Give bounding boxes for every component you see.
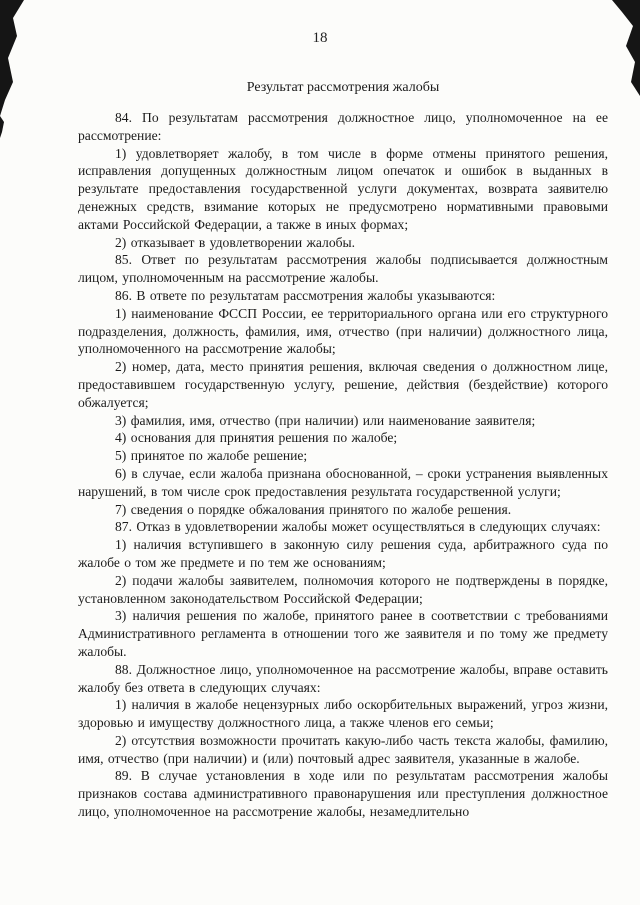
- paragraph: 3) фамилия, имя, отчество (при наличии) или наименование заявителя;: [115, 412, 536, 428]
- paragraph: 86. В ответе по результатам рассмотрения жалобы указываются:: [115, 287, 496, 303]
- paragraph: 7) сведения о порядке обжалования принятого по жалобе решения.: [115, 501, 512, 517]
- scan-edge-left-lower-icon: [0, 116, 4, 138]
- paragraph: 1) наличия вступившего в законную силу решения суда, арбитражного суда по жалобе о том же предмете и по тем же основаниям;: [78, 537, 608, 570]
- paragraph: 87. Отказ в удовлетворении жалобы может осуществляться в следующих случаях:: [115, 519, 601, 535]
- paragraph: 1) наименование ФССП России, ее территориального органа или его структурного подразделения, должность, фамилия, имя, отчество (при наличии) должностного лица, уполномоченного на рассмотрение жалобы;: [78, 305, 608, 357]
- paragraph: 1) наличия в жалобе нецензурных либо оскорбительных выражений, угроз жизни, здоровью и имуществу должностного лица, а также членов его семьи;: [78, 697, 608, 731]
- paragraph: 2) отсутствия возможности прочитать какую-либо часть текста жалобы, фамилию, имя, отчество (при наличии) и (или) почтовый адрес заявителя, указанные в жалобе.: [78, 732, 608, 766]
- paragraph: 6) в случае, если жалоба признана обоснованной, – сроки устранения выявленных нарушений, в том числе срок предоставления результата государственной услуги;: [78, 465, 608, 499]
- paragraph: 89. В случае установления в ходе или по результатам рассмотрения жалобы признаков состава административного правонарушения или преступления должностное лицо, уполномоченное на рассмотрение жалобы, незамедлительно: [78, 768, 608, 820]
- paragraph: 88. Должностное лицо, уполномоченное на рассмотрение жалобы, вправе оставить жалобу без ответа в следующих случаях:: [78, 661, 608, 695]
- page-number: 18: [312, 30, 328, 46]
- scan-edge-right-icon: [612, 0, 640, 96]
- document-body: [78, 80, 608, 821]
- section-heading: Результат рассмотрения жалобы: [246, 80, 440, 95]
- paragraph: 1) удовлетворяет жалобу, в том числе в форме отмены принятого решения, исправления допущенных должностным лицом опечаток и ошибок в выданных в результате предоставления государственной услуги документах, возврата заявителю денежных средств, взимание которых не предусмотрено нормативными правовыми актами Российской Федерации, а также в иных формах;: [78, 145, 608, 232]
- paragraph: 85. Ответ по результатам рассмотрения жалобы подписывается должностным лицом, уполномоченным на рассмотрение жалобы.: [78, 252, 608, 286]
- paragraph: 84. По результатам рассмотрения должностное лицо, уполномоченное на ее рассмотрение:: [78, 110, 608, 143]
- paragraph: 2) отказывает в удовлетворении жалобы.: [115, 234, 356, 250]
- paragraph: 4) основания для принятия решения по жалобе;: [115, 430, 398, 446]
- paragraph: 2) номер, дата, место принятия решения, включая сведения о должностном лице, предоставившем государственную услугу, решение, действия (бездействие) которого обжалуется;: [78, 359, 608, 410]
- paragraph: 2) подачи жалобы заявителем, полномочия которого не подтверждены в порядке, установленном законодательством Российской Федерации;: [78, 572, 608, 606]
- paragraph: 3) наличия решения по жалобе, принятого ранее в соответствии с требованиями Административного регламента в отношении того же заявителя и по тому же предмету жалобы.: [78, 608, 608, 659]
- paragraph: 5) принятое по жалобе решение;: [115, 448, 308, 464]
- scan-edge-left-icon: [0, 0, 24, 116]
